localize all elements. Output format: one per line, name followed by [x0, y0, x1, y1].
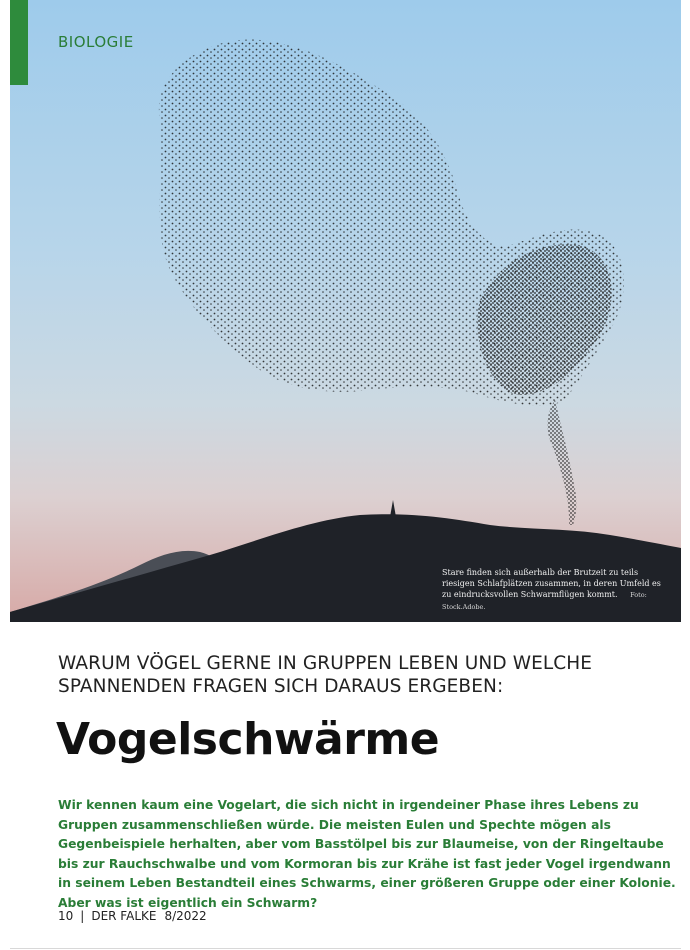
section-label: BIOLOGIE — [58, 33, 134, 51]
hero-photo — [10, 0, 681, 622]
caption-text: Stare finden sich außerhalb der Brutzeit zu teils riesigen Schlafplätzen zusammen, in deren Umfeld es zu eindrucksvollen Schwarmflügen kommt. — [442, 568, 661, 599]
issue-number: 8/2022 — [164, 909, 207, 923]
article-lead: Wir kennen kaum eine Vogelart, die sich nicht in irgendeiner Phase ihres Lebens zu Gruppen zusammenschließen würde. Die meisten Eulen und Spechte mögen als Gegenbeispiele herhalten, aber vom Basstölpel bis zur Blaumeise, von der Ringeltaube bis zur Rauchschwalbe und vom Kormoran bis zur Krähe ist fast jeder Vogel irgendwann in seinem Leben Bestandteil eines Schwarms, einer größeren Gruppe oder einer Kolonie. Aber was ist eigentlich ein Schwarm? — [58, 798, 676, 910]
page-number: 10 — [58, 909, 74, 923]
page-edge-line — [10, 948, 681, 949]
page-footer — [58, 909, 207, 923]
footer-separator: | — [80, 909, 85, 923]
article-title: Vogelschwärme — [56, 714, 440, 765]
photo-caption — [442, 567, 662, 613]
photo-credit: Foto: Stock.Adobe. — [442, 591, 647, 611]
magazine-name: DER FALKE — [91, 909, 157, 923]
starling-murmuration-illustration — [10, 0, 681, 622]
article-kicker: WARUM VÖGEL GERNE IN GRUPPEN LEBEN UND WELCHE SPANNENDEN FRAGEN SICH DARAUS ERGEBEN: — [58, 653, 593, 697]
section-accent-bar — [10, 0, 28, 85]
